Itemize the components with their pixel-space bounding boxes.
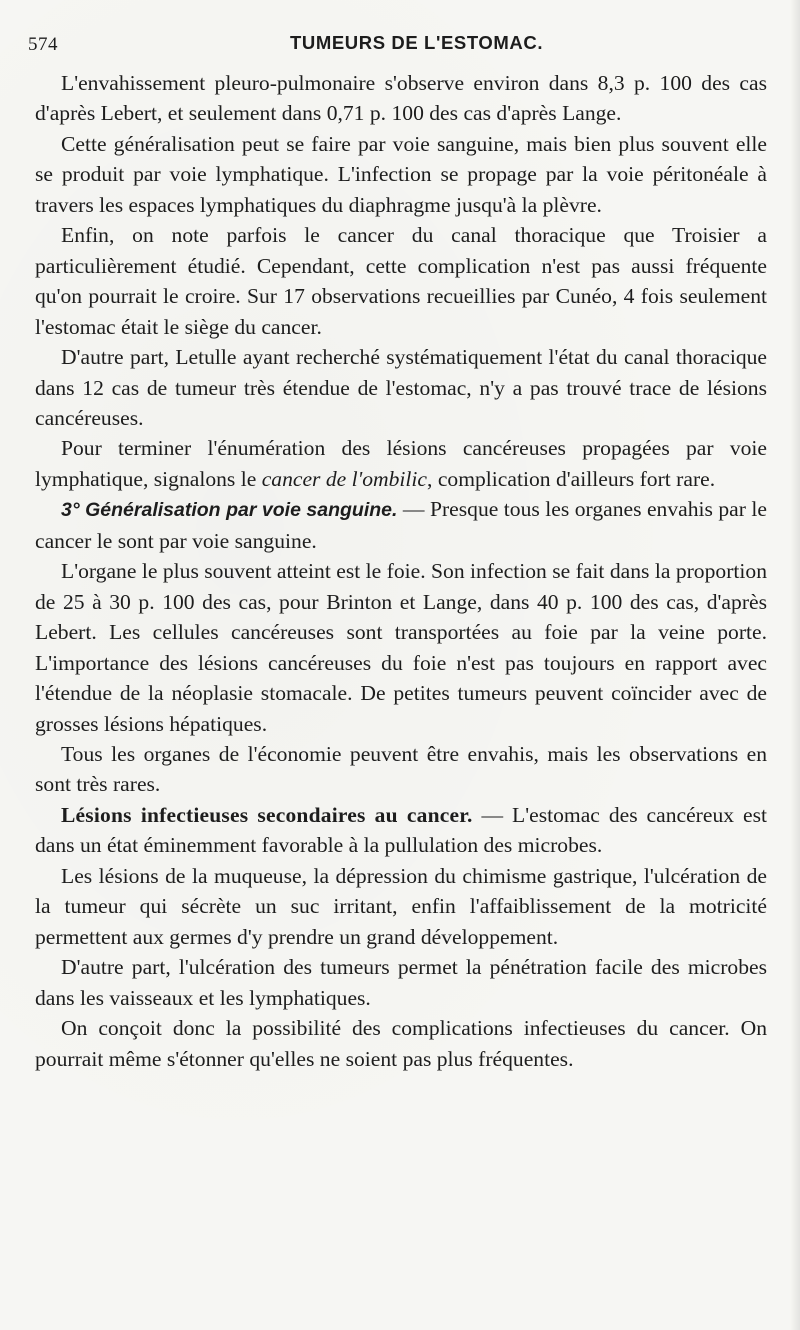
paragraph-thoracic-duct [35, 220, 767, 342]
paragraph-liver [35, 556, 767, 739]
paragraph-text: Pour terminer l'énumération des lésions cancéreuses propagées par voie lymphatique, signalons le [35, 436, 767, 491]
paragraph-text: Les lésions de la muqueuse, la dépression du chimisme gastrique, l'ulcération de la tumeur qui sécrète un suc irritant, enfin l'affaiblissement de la motricité permettent aux germes d'y prendre un grand développement. [35, 863, 767, 949]
paragraph-all-organs [35, 739, 767, 800]
paragraph-infectious-lesions [35, 800, 767, 861]
page-number: 574 [28, 34, 58, 55]
paragraph-text: L'envahissement pleuro-pulmonaire s'observe environ dans 8,3 p. 100 des cas d'après Lebert, et seulement dans 0,71 p. 100 des cas d'après Lange. [35, 71, 767, 126]
paragraph-conclusion [35, 1013, 767, 1074]
paragraph-text: On conçoit donc la possibilité des complications infectieuses du cancer. On pourrait même s'étonner qu'elles ne soient pas plus fréquentes. [35, 1016, 767, 1071]
body-text [35, 68, 767, 1074]
paragraph-mucosa-lesions [35, 861, 767, 952]
paragraph-text: , complication d'ailleurs fort rare. [427, 466, 716, 491]
running-title: TUMEURS DE L'ESTOMAC. [290, 32, 544, 53]
paragraph-blood-generalization [35, 494, 767, 556]
paragraph-generalization-route [35, 129, 767, 220]
paragraph-text: L'organe le plus souvent atteint est le foie. Son infection se fait dans la proportion de 25 à 30 p. 100 des cas, pour Brinton et Lange, dans 40 p. 100 des cas, d'après Lebert. Les cellules cancéreuses sont transportées au foie par la veine porte. L'importance des lésions cancéreuses du foie n'est pas toujours en rapport avec l'étendue de la néoplasie stomacale. De petites tumeurs peuvent coïncider avec de grosses lésions hépatiques. [35, 559, 767, 736]
paragraph-text: — L'estomac des cancéreux est dans un état éminemment favorable à la pullulation des microbes. [35, 802, 767, 858]
paragraph-text: D'autre part, l'ulcération des tumeurs permet la pénétration facile des microbes dans les vaisseaux et les lymphatiques. [35, 955, 767, 1010]
paragraph-ulceration [35, 952, 767, 1013]
paragraph-umbilical-cancer [35, 433, 767, 494]
paragraph-text: D'autre part, Letulle ayant recherché systématiquement l'état du canal thoracique dans 12 cas de tumeur très étendue de l'estomac, n'y a pas trouvé trace de lésions cancéreuses. [35, 345, 767, 430]
italic-term: cancer de l'ombilic [261, 466, 428, 491]
paragraph-text: Tous les organes de l'économie peuvent être envahis, mais les observations en sont très rares. [35, 741, 767, 797]
section-subheading: 3° Généralisation par voie sanguine. [61, 499, 398, 522]
paragraph-text: — Presque tous les organes envahis par le cancer le sont par voie sanguine. [35, 497, 768, 553]
paragraph-letulle [35, 342, 767, 433]
section-heading: Lésions infectieuses secondaires au cancer. [61, 802, 473, 827]
paragraph-text: Cette généralisation peut se faire par voie sanguine, mais bien plus souvent elle se produit par voie lymphatique. L'infection se propage par la voie péritonéale à travers les espaces lymphatiques du diaphragme jusqu'à la plèvre. [35, 131, 767, 217]
paragraph-pleuro-pulmonary [35, 68, 767, 129]
page-edge-shadow [790, 0, 800, 1330]
page-header [28, 30, 768, 56]
paragraph-text: Enfin, on note parfois le cancer du canal thoracique que Troisier a particulièrement étudié. Cependant, cette complication n'est pas aussi fréquente qu'on pourrait le croire. Sur 17 observations recueillies par Cunéo, 4 fois seulement l'estomac était le siège du cancer. [35, 223, 767, 339]
